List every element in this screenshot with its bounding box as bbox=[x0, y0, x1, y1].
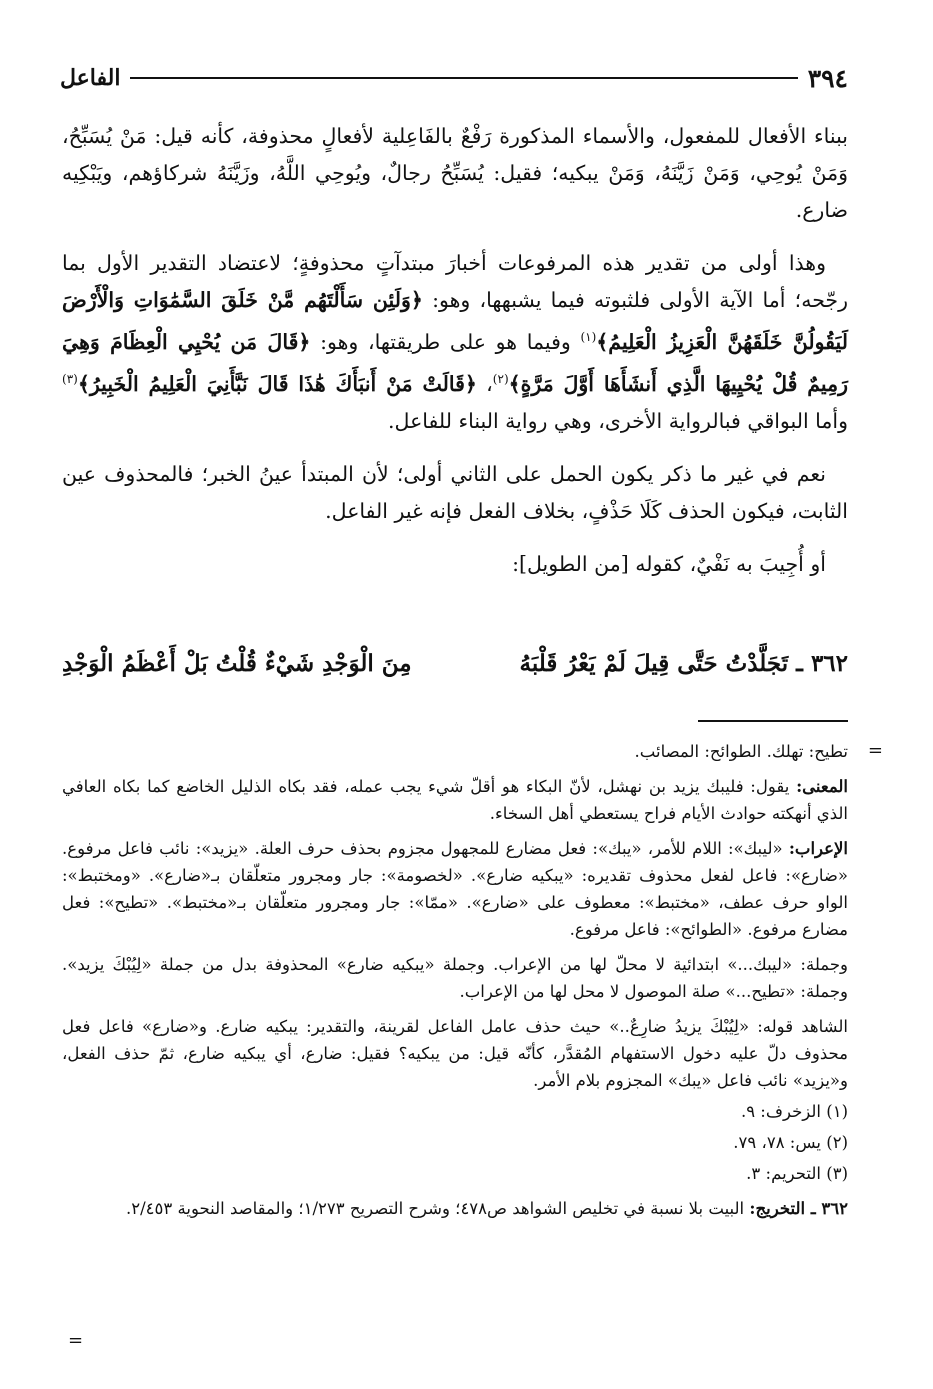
page-header bbox=[60, 58, 848, 98]
takhrij-label: ٣٦٢ ـ التخريج: bbox=[749, 1199, 848, 1218]
jumla-note: وجملة: «ليبك...» ابتدائية لا محلّ لها من الإعراب. وجملة «يبكيه ضارع» المحذوفة بدل من جملة «لِيُبْكَ يزيد». وجملة: «تطيح...» صلة الموصول لا محل لها من الإعراب. bbox=[62, 955, 848, 1001]
running-title: الفاعل bbox=[60, 65, 121, 91]
footnote-separator bbox=[698, 720, 848, 722]
takhrij-note bbox=[62, 1195, 848, 1222]
paragraph-2-text-d: وأما البواقي فبالرواية الأخرى، وهي رواية البناء للفاعل. bbox=[388, 408, 848, 433]
page-number: ٣٩٤ bbox=[807, 63, 848, 93]
meaning-label: المعنى: bbox=[796, 777, 848, 796]
quran-quote-1: ﴿وَلَئِن سَأَلْتَهُم مَّنْ خَلَقَ السَّمَٰوَاتِ وَالْأَرْضَ لَيَقُولُنَّ خَلَقَهُنَّ الْعَزِيزُ الْعَلِيمُ﴾ bbox=[62, 288, 848, 354]
paragraph-2-text-c: ، bbox=[486, 371, 493, 396]
footnote-3: (٣) التحريم: ٣. bbox=[746, 1164, 848, 1183]
meaning-note bbox=[62, 773, 848, 827]
shahid-note: الشاهد قوله: «لِيُبْكَ يزيدُ ضارِعٌ..» حيث حذف عامل الفاعل لقرينة، والتقدير: يبكيه ضارع. و«ضارع» فاعل فعل محذوف دلّ عليه دخول الاستفهام المُقدَّر، كأنّه قيل: من يبكيه؟ فقيل: ضارع، أي يبكيه ضارع، ثمّ حذف الفعل، و«يزيد» نائب فاعل «يبك» المجزوم بلام الأمر. bbox=[62, 1017, 848, 1090]
continuation-mark: = bbox=[867, 740, 883, 761]
paragraph-2-text-b: وفيما هو على طريقتها، وهو: bbox=[320, 329, 571, 354]
gloss-line: تطيح: تهلك. الطوائح: المصائب. bbox=[634, 742, 848, 761]
footnotes-section bbox=[62, 738, 848, 1226]
footnote-ref-3: (٣) bbox=[62, 371, 78, 386]
verse-362 bbox=[62, 650, 848, 677]
quran-quote-3: ﴿قَالَتْ مَنْ أَنبَأَكَ هَٰذَا قَالَ نَبَّأَنِيَ الْعَلِيمُ الْخَبِيرُ﴾ bbox=[77, 371, 477, 396]
footnote-2: (٢) يس: ٧٨، ٧٩. bbox=[733, 1133, 848, 1152]
takhrij-text: البيت بلا نسبة في تخليص الشواهد ص٤٧٨؛ وشرح التصريح ١/٢٧٣؛ والمقاصد النحوية ٢/٤٥٣. bbox=[126, 1199, 745, 1218]
meaning-text: يقول: فليبك يزيد بن نهشل، لأنّ البكاء هو أقلّ شيء يجب عمله، فقد بكاه الذليل الخاضع كما بكاه العافي الذي أنهكته حوادث الأيام فراح يستعطي أهل السخاء. bbox=[62, 777, 848, 823]
quran-quote-2: ﴿قَالَ مَن يُحْيِي الْعِظَامَ وَهِيَ رَمِيمٌ قُلْ يُحْيِيهَا الَّذِي أَنشَأَهَا أَوَّلَ مَرَّةٍ﴾ bbox=[62, 329, 848, 396]
header-rule bbox=[130, 77, 797, 79]
verse-second-hemistich: مِنَ الْوَجْدِ شَيْءٌ قُلْتُ بَلْ أَعْظَمُ الْوَجْدِ bbox=[62, 650, 412, 677]
paragraph-3: نعم في غير ما ذكر يكون الحمل على الثاني أولى؛ لأن المبتدأ عينُ الخبر؛ فالمحذوف عين الثابت، فيكون الحذف كَلَا حَذْفٍ، بخلاف الفعل فإنه غير الفاعل. bbox=[62, 461, 848, 523]
verse-first-hemistich: ٣٦٢ ـ تَجَلَّدْتُ حَتَّى قِيلَ لَمْ يَعْرُ قَلْبَهُ bbox=[519, 650, 848, 677]
main-text bbox=[62, 118, 848, 599]
irab-text: «ليبك»: اللام للأمر، «يبك»: فعل مضارع للمجهول مجزوم بحذف حرف العلة. «يزيد»: نائب فاعل مرفوع. «ضارع»: فاعل لفعل محذوف تقديره: «يبكيه ضارع». «لخصومة»: جار ومجرور متعلّقان بـ«ضارع». «ومختبط»: الواو حرف عطف، «مختبط»: معطوف على «ضارع». «ممّا»: جار ومجرور متعلّقان بـ«مختبط». «تطيح»: فعل مضارع مرفوع. «الطوائح»: فاعل مرفوع. bbox=[62, 839, 848, 939]
continuation-mark-bottom: = bbox=[68, 1330, 84, 1351]
paragraph-1: ببناء الأفعال للمفعول، والأسماء المذكورة رَفْعٌ بالفَاعِلية لأفعالٍ محذوفة، كأنه قيل: مَنْ يُسَبِّحُ، وَمَنْ يُوحِي، وَمَنْ زَيَّنَهُ، وَمَنْ يبكيه؛ فقيل: يُسَبِّحُ رجالٌ، ويُوحِي اللَّهُ، وزَيَّنَهُ شركاؤهم، ويَبْكِيه ضارع. bbox=[62, 124, 848, 222]
footnote-ref-2: (٢) bbox=[492, 371, 509, 386]
paragraph-2-text-a: وهذا أولى من تقدير هذه المرفوعات أخبارَ مبتدآتٍ محذوفةٍ؛ لاعتضاد التقدير الأول بما رجّحه؛ أما الآية الأولى فلثبوته فيما يشبهها، وهو: bbox=[62, 251, 848, 312]
irab-label: الإعراب: bbox=[788, 839, 848, 858]
footnote-ref-1: (١) bbox=[580, 330, 597, 344]
footnote-1: (١) الزخرف: ٩. bbox=[740, 1102, 848, 1121]
paragraph-4: أو أُجِيبَ به نَفْيٌ، كقوله [من الطويل]: bbox=[512, 551, 826, 576]
irab-note bbox=[62, 835, 848, 943]
paragraph-2 bbox=[62, 245, 848, 440]
